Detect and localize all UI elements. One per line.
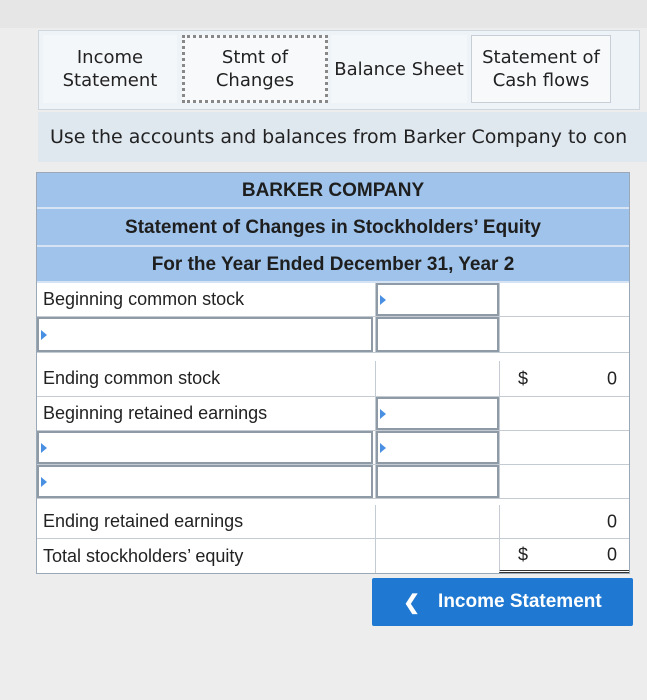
account-select[interactable] [37,465,373,498]
table-row [37,317,629,353]
statement-title: Statement of Changes in Stockholders’ Equity [37,209,629,247]
dropdown-caret-icon [41,477,47,487]
dropdown-caret-icon [41,443,47,453]
row-label: Total stockholders’ equity [43,545,244,566]
amount-input[interactable] [376,283,499,316]
total-cell [499,505,629,538]
amount-cell [375,505,499,538]
total-cell [499,539,629,573]
row-label: Beginning common stock [43,289,245,309]
total-cell [499,283,629,316]
account-select[interactable] [37,317,373,352]
dropdown-caret-icon [41,330,47,340]
table-row [37,505,629,539]
tab-label-line1: Income [76,47,144,68]
dropdown-caret-icon [380,443,386,453]
row-label: Beginning retained earnings [43,403,268,423]
label-cell [37,317,373,352]
currency-symbol: $ [518,544,529,564]
amount-cell [375,431,499,464]
top-strip [0,0,647,28]
tab-balance-sheet[interactable] [331,35,467,103]
amount-input[interactable] [376,397,499,430]
company-name: BARKER COMPANY [37,173,629,209]
tab-stmt-of-changes[interactable] [182,35,328,103]
amount-cell [375,317,499,352]
tab-label-line2: Changes [215,70,295,91]
statement-table [36,172,630,574]
amount-input[interactable] [376,465,499,498]
currency-symbol: $ [518,368,529,388]
table-row [37,361,629,397]
tab-statement-of-cash-flows[interactable] [471,35,611,103]
tab-bar [38,30,640,110]
table-row [37,539,629,573]
ending-retained-earnings-value: 0 [606,511,617,531]
dropdown-caret-icon [380,295,386,305]
tab-label: Balance Sheet [334,58,464,80]
total-cell [499,361,629,396]
button-label: Income Statement [438,591,602,612]
label-cell [37,465,373,498]
tab-label-line2: Cash flows [492,70,590,91]
income-statement-button[interactable] [372,578,633,626]
row-label: Ending common stock [43,368,221,388]
total-stockholders-equity-value: 0 [606,544,617,564]
tab-label-line1: Statement of [482,47,600,68]
amount-cell [375,465,499,498]
total-cell [499,465,629,498]
amount-input[interactable] [376,317,499,352]
statement-period: For the Year Ended December 31, Year 2 [37,247,629,283]
tab-income-statement[interactable] [43,35,177,103]
instruction-text: Use the accounts and balances from Barker Company to con [38,112,647,162]
tab-label-line1: Stmt of [221,47,289,68]
amount-cell [375,397,499,430]
total-cell [499,397,629,430]
total-cell [499,317,629,352]
amount-cell [375,539,499,573]
ending-common-stock-value: 0 [606,368,617,388]
table-row [37,397,629,431]
amount-cell [375,283,499,316]
row-label: Ending retained earnings [43,511,244,531]
chevron-left-icon: ❮ [403,591,421,614]
table-row [37,465,629,499]
total-cell [499,431,629,464]
dropdown-caret-icon [380,409,386,419]
account-select[interactable] [37,431,373,464]
table-row [37,283,629,317]
amount-cell [375,361,499,396]
tab-label-line2: Statement [62,70,158,91]
table-row [37,431,629,465]
label-cell [37,431,373,464]
spacer-row [37,353,629,361]
amount-input[interactable] [376,431,499,464]
